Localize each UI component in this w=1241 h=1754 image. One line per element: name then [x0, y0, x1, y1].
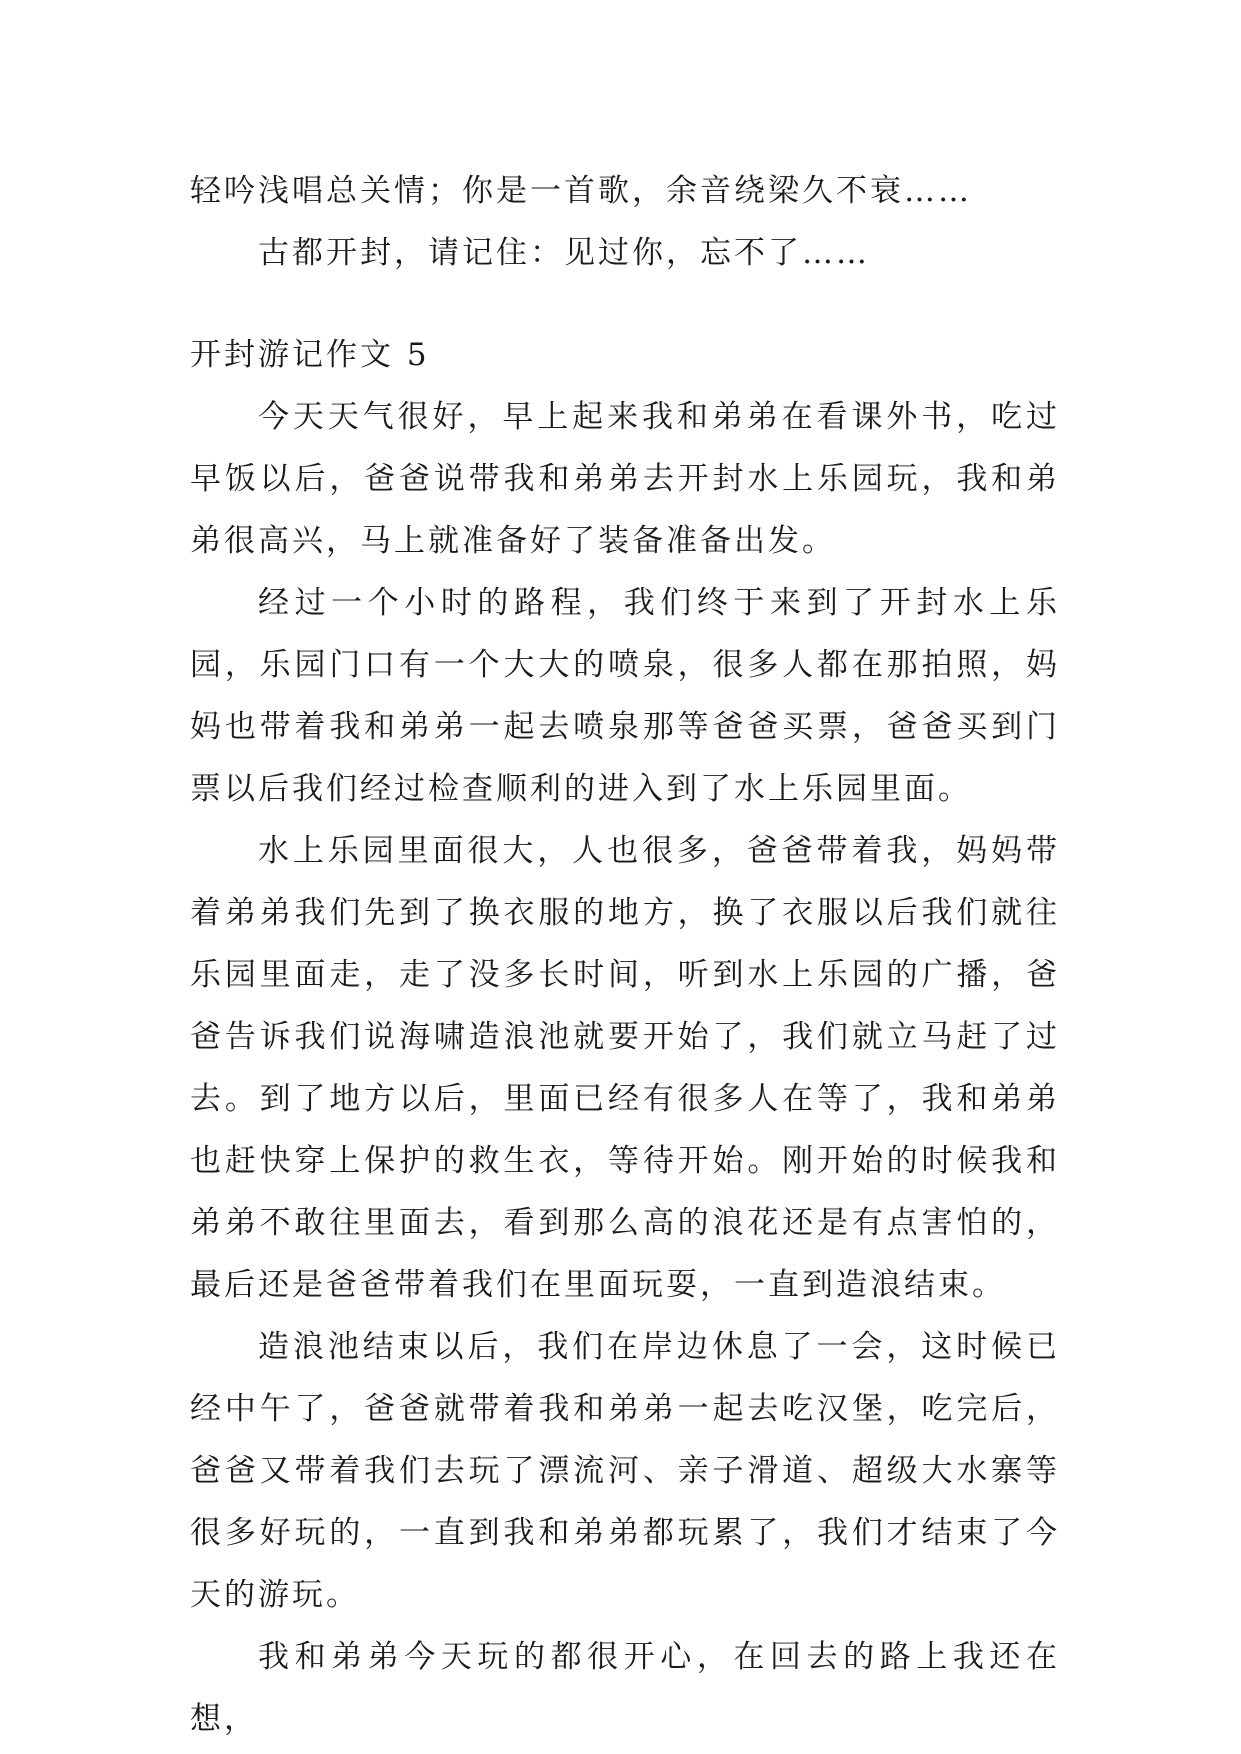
section-gap [190, 284, 1060, 324]
essay-paragraph-1: 今天天气很好，早上起来我和弟弟在看课外书，吃过早饭以后，爸爸说带我和弟弟去开封水上乐园玩，我和弟弟很高兴，马上就准备好了装备准备出发。 [190, 399, 1060, 559]
essay-paragraph-5: 我和弟弟今天玩的都很开心，在回去的路上我还在想， [190, 1639, 1060, 1737]
essay-paragraph-3: 水上乐园里面很大，人也很多，爸爸带着我，妈妈带着弟弟我们先到了换衣服的地方，换了衣服以后我们就往乐园里面走，走了没多长时间，听到水上乐园的广播，爸爸告诉我们说海啸造浪池就要开始了，我们就立马赶了过去。到了地方以后，里面已经有很多人在等了，我和弟弟也赶快穿上保护的救生衣，等待开始。刚开始的时候我和弟弟不敢往里面去，看到那么高的浪花还是有点害怕的，最后还是爸爸带着我们在里面玩耍，一直到造浪结束。 [190, 833, 1060, 1303]
essay-paragraph-2: 经过一个小时的路程，我们终于来到了开封水上乐园，乐园门口有一个大大的喷泉，很多人都在那拍照，妈妈也带着我和弟弟一起去喷泉那等爸爸买票，爸爸买到门票以后我们经过检查顺利的进入到了水上乐园里面。 [190, 585, 1060, 807]
essay-heading: 开封游记作文 5 [190, 337, 430, 373]
previous-essay-closing: 古都开封，请记住：见过你，忘不了…… [258, 235, 870, 271]
previous-essay-tail: 轻吟浅唱总关情；你是一首歌，余音绕梁久不衰…… [190, 173, 972, 209]
essay-paragraph-4: 造浪池结束以后，我们在岸边休息了一会，这时候已经中午了，爸爸就带着我和弟弟一起去吃汉堡，吃完后，爸爸又带着我们去玩了漂流河、亲子滑道、超级大水寨等很多好玩的，一直到我和弟弟都玩累了，我们才结束了今天的游玩。 [190, 1329, 1060, 1613]
document-body [190, 160, 1060, 1750]
